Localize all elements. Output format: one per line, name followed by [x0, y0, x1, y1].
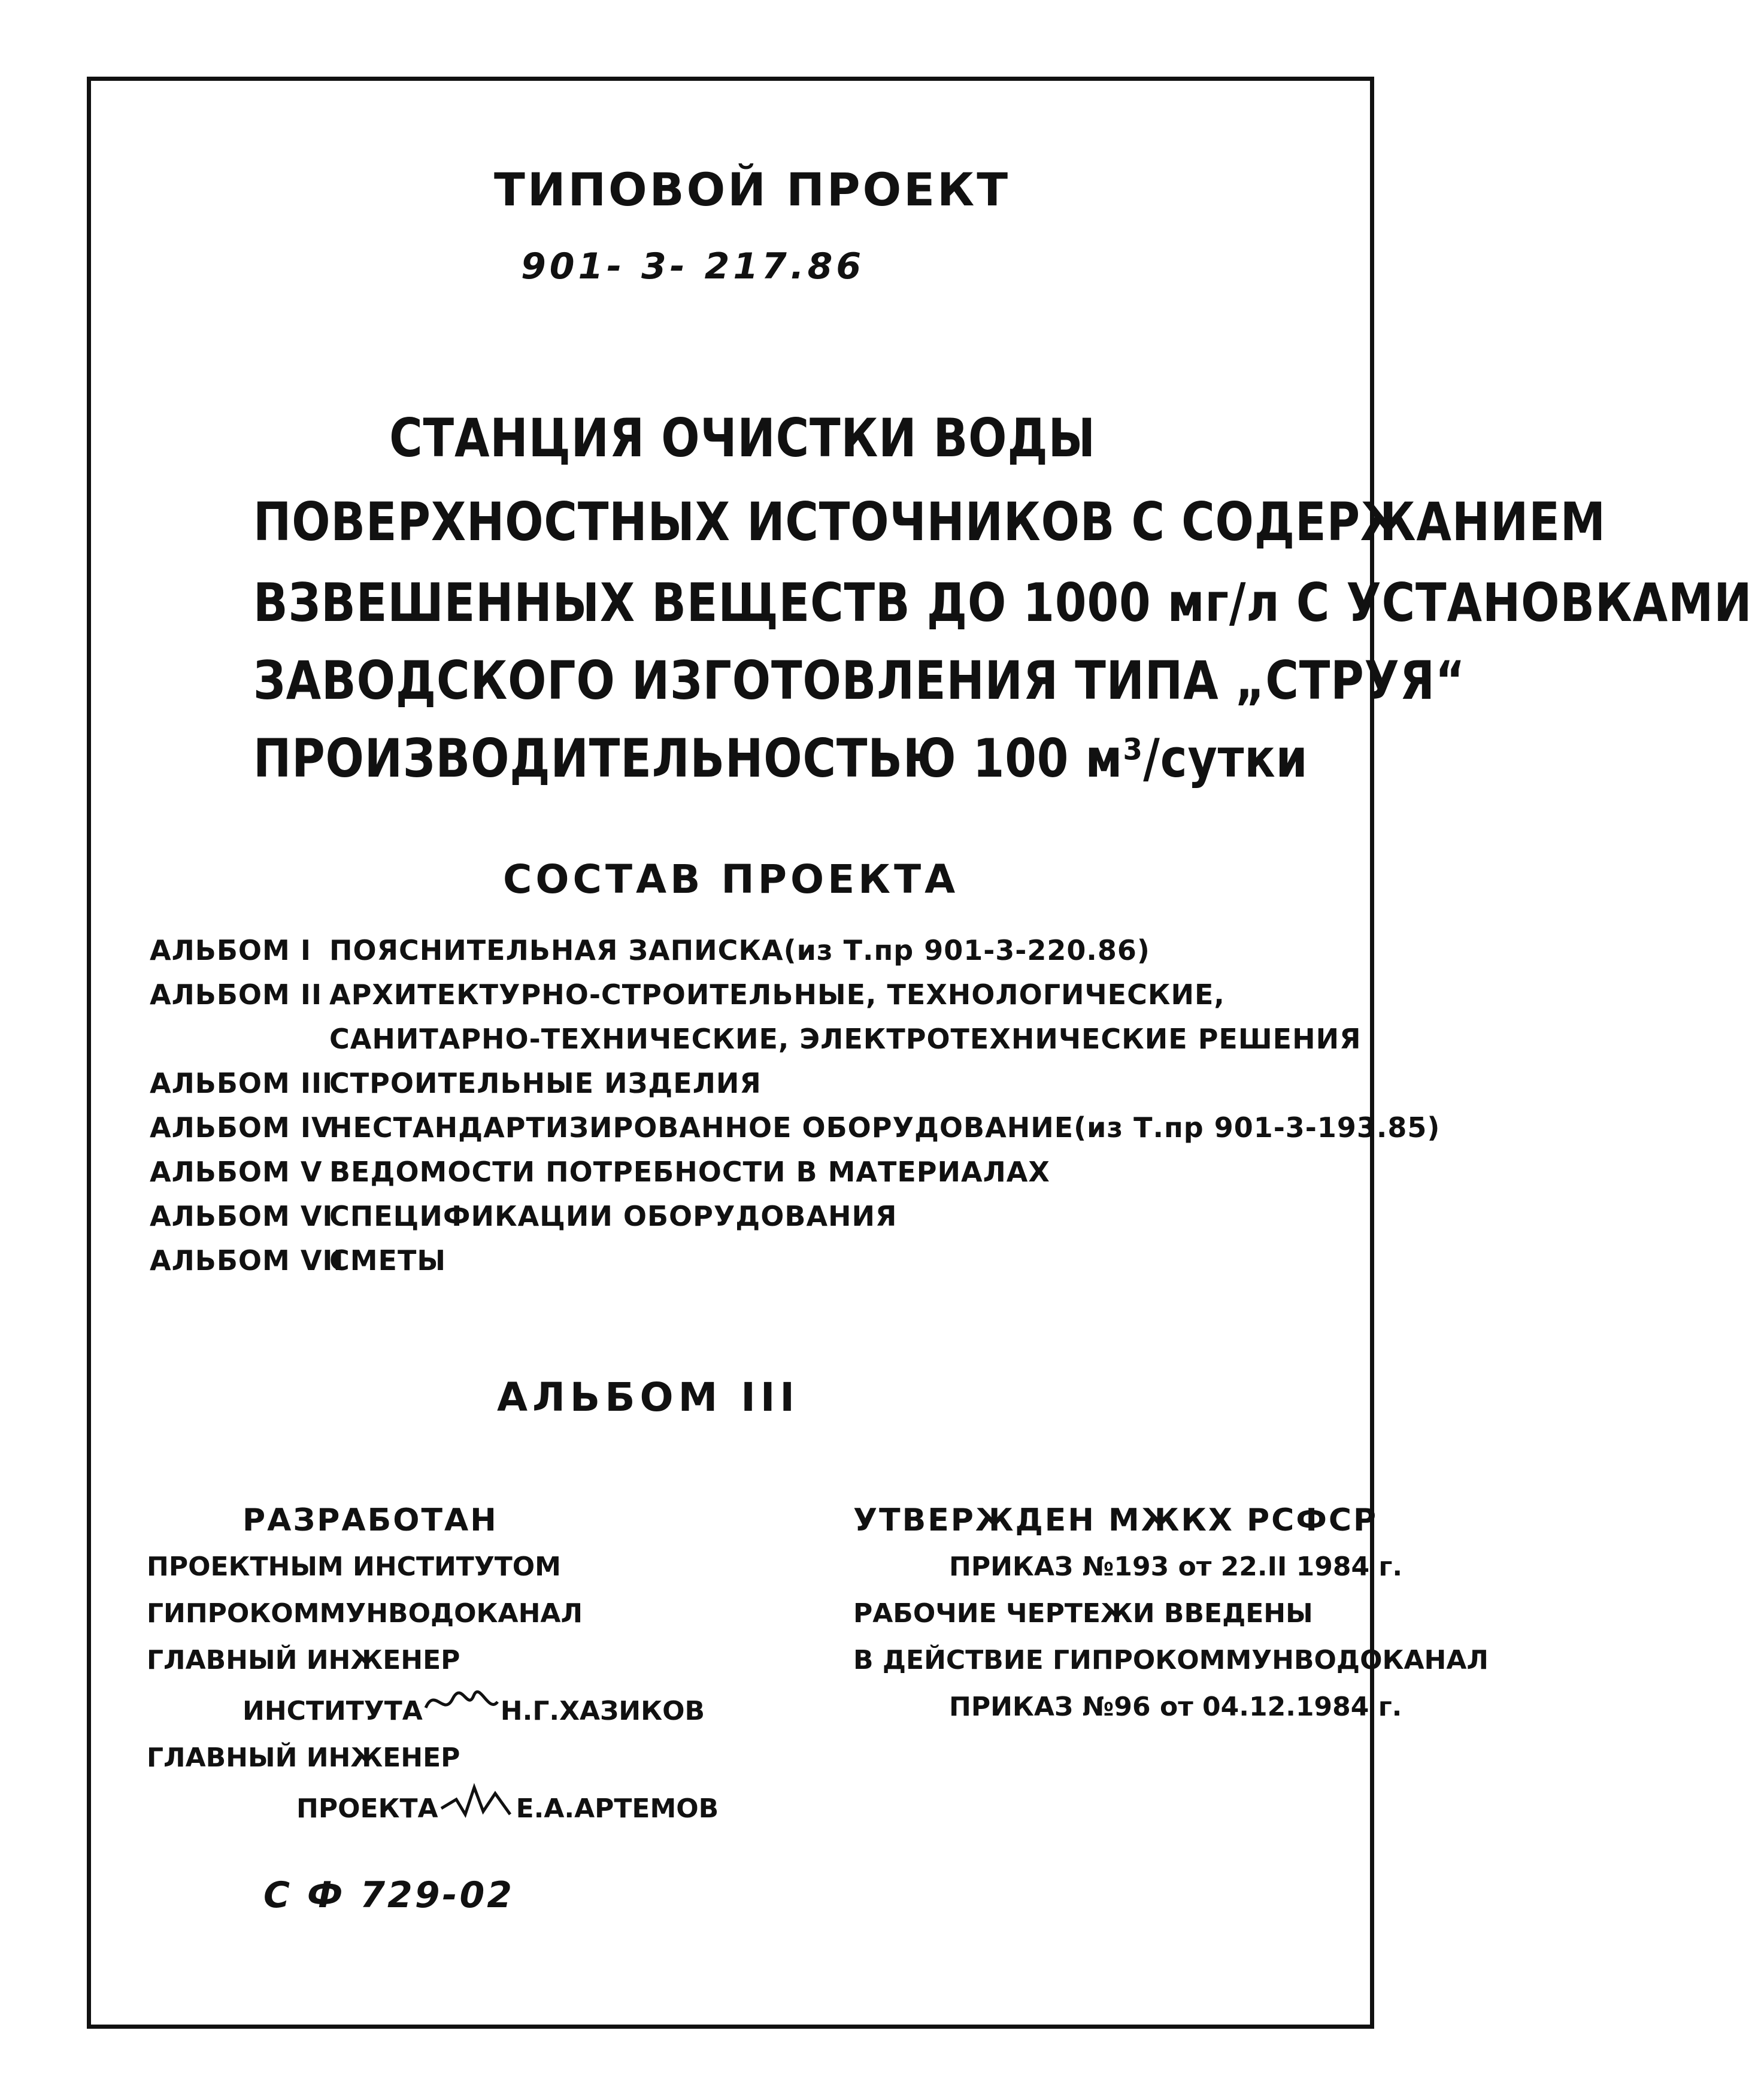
chief-engineer-1-title: ГЛАВНЫЙ ИНЖЕНЕР [147, 1645, 460, 1675]
album-row [150, 1111, 1440, 1156]
chief-engineer-2-name: Е.А.АРТЕМОВ [516, 1793, 719, 1824]
album-label: АЛЬБОМ V [150, 1156, 323, 1188]
album-label: АЛЬБОМ VII [150, 1244, 344, 1277]
album-row [150, 934, 1440, 978]
album-label: АЛЬБОМ I [150, 934, 311, 966]
approved-heading: УТВЕРЖДЕН МЖКХ РСФСР [853, 1502, 1378, 1538]
developer-org-line-2: ГИПРОКОММУНВОДОКАНАЛ [147, 1598, 583, 1629]
album-text: СМЕТЫ [329, 1244, 446, 1277]
title-line-1: СТАНЦИЯ ОЧИСТКИ ВОДЫ [389, 407, 1096, 469]
album-text: НЕСТАНДАРТИЗИРОВАННОЕ ОБОРУДОВАНИЕ(из Т.пр 901-3-193.85) [329, 1111, 1441, 1144]
album-row [150, 978, 1440, 1023]
developed-heading: РАЗРАБОТАН [243, 1502, 498, 1538]
album-text: СПЕЦИФИКАЦИИ ОБОРУДОВАНИЯ [329, 1200, 898, 1232]
album-text: СТРОИТЕЛЬНЫЕ ИЗДЕЛИЯ [329, 1067, 762, 1099]
current-album-heading: АЛЬБОМ III [497, 1374, 799, 1420]
album-text: ПОЯСНИТЕЛЬНАЯ ЗАПИСКА(из Т.пр 901-3-220.86) [329, 934, 1150, 966]
album-text: ВЕДОМОСТИ ПОТРЕБНОСТИ В МАТЕРИАЛАХ [329, 1156, 1050, 1188]
album-row-continuation [329, 1023, 1440, 1067]
title-line-4: ЗАВОДСКОГО ИЗГОТОВЛЕНИЯ ТИПА „СТРУЯ“ [253, 650, 1466, 711]
composition-heading: СОСТАВ ПРОЕКТА [503, 856, 959, 902]
approved-order-1: ПРИКАЗ №193 от 22.II 1984 г. [949, 1551, 1403, 1582]
chief-engineer-1-name: Н.Г.ХАЗИКОВ [500, 1696, 705, 1726]
album-label: АЛЬБОМ IV [150, 1111, 334, 1144]
album-list [150, 934, 1440, 1289]
approved-drawings-line: РАБОЧИЕ ЧЕРТЕЖИ ВВЕДЕНЫ [853, 1598, 1313, 1629]
album-label: АЛЬБОМ III [150, 1067, 334, 1099]
title-line-3: ВЗВЕШЕННЫХ ВЕЩЕСТВ ДО 1000 мг/л С УСТАНОВКАМИ [253, 572, 1752, 634]
chief-engineer-1-row [243, 1684, 719, 1735]
developer-org-line-1: ПРОЕКТНЫМ ИНСТИТУТОМ [147, 1551, 561, 1582]
developed-block [147, 1497, 719, 1832]
approved-block [853, 1497, 1489, 1731]
album-label: АЛЬБОМ VI [150, 1200, 334, 1232]
album-row [150, 1067, 1440, 1111]
album-label: АЛЬБОМ II [150, 978, 323, 1011]
title-line-2: ПОВЕРХНОСТНЫХ ИСТОЧНИКОВ С СОДЕРЖАНИЕМ [253, 491, 1606, 553]
chief-engineer-2-title: ГЛАВНЫЙ ИНЖЕНЕР [147, 1743, 460, 1773]
album-text: САНИТАРНО-ТЕХНИЧЕСКИЕ, ЭЛЕКТРОТЕХНИЧЕСКИЕ РЕШЕНИЯ [329, 1023, 1362, 1055]
chief-engineer-1-subtitle: ИНСТИТУТА [243, 1696, 423, 1726]
signature-1-icon [423, 1684, 501, 1720]
project-number: 901- 3- 217.86 [521, 246, 865, 287]
chief-engineer-2-row [296, 1781, 719, 1832]
approved-effect-line: В ДЕЙСТВИЕ ГИПРОКОММУНВОДОКАНАЛ [853, 1645, 1489, 1675]
signature-2-icon [438, 1781, 516, 1817]
chief-engineer-2-subtitle: ПРОЕКТА [296, 1793, 438, 1824]
project-type-heading: ТИПОВОЙ ПРОЕКТ [494, 163, 1011, 216]
title-line-5: ПРОИЗВОДИТЕЛЬНОСТЬЮ 100 м³/сутки [253, 728, 1308, 789]
album-text: АРХИТЕКТУРНО-СТРОИТЕЛЬНЫЕ, ТЕХНОЛОГИЧЕСКИЕ, [329, 978, 1225, 1011]
document-code: С Ф 729-02 [263, 1874, 514, 1916]
album-row [150, 1200, 1440, 1244]
album-row [150, 1244, 1440, 1289]
approved-order-2: ПРИКАЗ №96 от 04.12.1984 г. [949, 1692, 1402, 1722]
album-row [150, 1156, 1440, 1200]
